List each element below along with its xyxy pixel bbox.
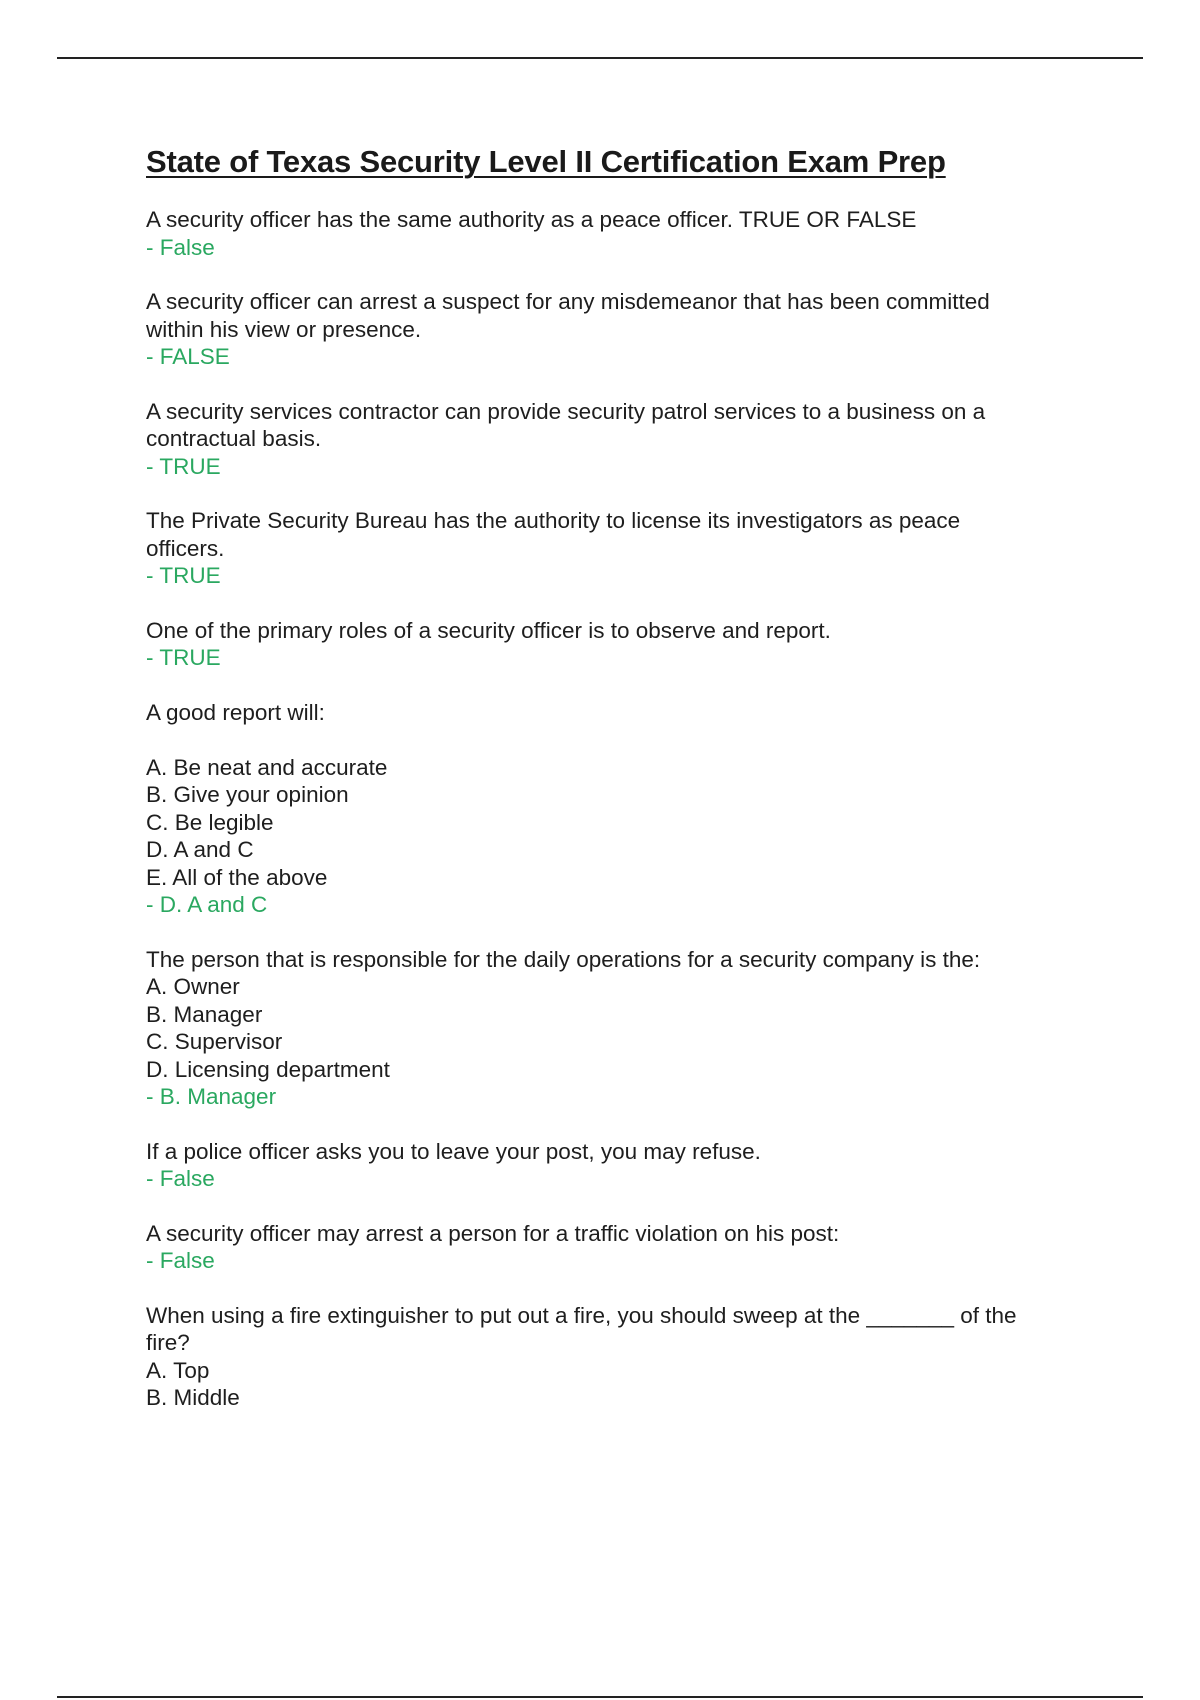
answer-text: - TRUE xyxy=(146,563,221,589)
option-line: D. A and C xyxy=(146,837,254,863)
question-line: The person that is responsible for the daily operations for a security company is the: xyxy=(146,946,981,972)
qa-item xyxy=(146,1220,1096,1275)
option-line: E. All of the above xyxy=(146,864,328,890)
answer-text: - TRUE xyxy=(146,645,221,671)
question-line: A security officer can arrest a suspect for any misdemeanor that has been committed xyxy=(146,289,990,315)
question-line: The Private Security Bureau has the authority to license its investigators as peace xyxy=(146,508,961,534)
qa-item xyxy=(146,288,1096,371)
option-line: C. Be legible xyxy=(146,809,274,835)
option-line: A. Top xyxy=(146,1357,210,1383)
question-line: within his view or presence. xyxy=(146,316,422,342)
answer-text: - False xyxy=(146,234,215,260)
answer-text: - False xyxy=(146,1166,215,1192)
answer-text: - FALSE xyxy=(146,344,230,370)
question-line: contractual basis. xyxy=(146,426,322,452)
option-line: A. Be neat and accurate xyxy=(146,754,388,780)
answer-text: - TRUE xyxy=(146,453,221,479)
answer-text: - False xyxy=(146,1248,215,1274)
option-line: B. Manager xyxy=(146,1001,263,1027)
question-line: When using a fire extinguisher to put out a fire, you should sweep at the _______ of the xyxy=(146,1302,1017,1328)
qa-item xyxy=(146,699,1096,919)
qa-item xyxy=(146,507,1096,590)
bottom-rule xyxy=(57,1696,1143,1698)
qa-item xyxy=(146,1138,1096,1193)
qa-item xyxy=(146,1302,1096,1412)
question-line: A security services contractor can provide security patrol services to a business on a xyxy=(146,398,986,424)
page-title: State of Texas Security Level II Certification Exam Prep xyxy=(146,144,946,179)
blank-line xyxy=(146,726,1096,754)
document-body xyxy=(146,143,1096,1439)
question-line: officers. xyxy=(146,535,225,561)
question-line: A good report will: xyxy=(146,699,325,725)
question-line: One of the primary roles of a security officer is to observe and report. xyxy=(146,617,831,643)
qa-item xyxy=(146,617,1096,672)
question-line: A security officer may arrest a person for a traffic violation on his post: xyxy=(146,1220,840,1246)
question-line: A security officer has the same authority as a peace officer. TRUE OR FALSE xyxy=(146,207,917,233)
question-line: fire? xyxy=(146,1330,190,1356)
option-line: B. Middle xyxy=(146,1385,240,1411)
qa-item xyxy=(146,398,1096,481)
option-line: C. Supervisor xyxy=(146,1029,283,1055)
question-line: If a police officer asks you to leave your post, you may refuse. xyxy=(146,1138,761,1164)
answer-text: - D. A and C xyxy=(146,892,268,918)
qa-item xyxy=(146,946,1096,1111)
qa-item xyxy=(146,206,1096,261)
option-line: B. Give your opinion xyxy=(146,782,349,808)
top-rule xyxy=(57,57,1143,59)
answer-text: - B. Manager xyxy=(146,1084,277,1110)
option-line: D. Licensing department xyxy=(146,1056,390,1082)
option-line: A. Owner xyxy=(146,974,240,1000)
